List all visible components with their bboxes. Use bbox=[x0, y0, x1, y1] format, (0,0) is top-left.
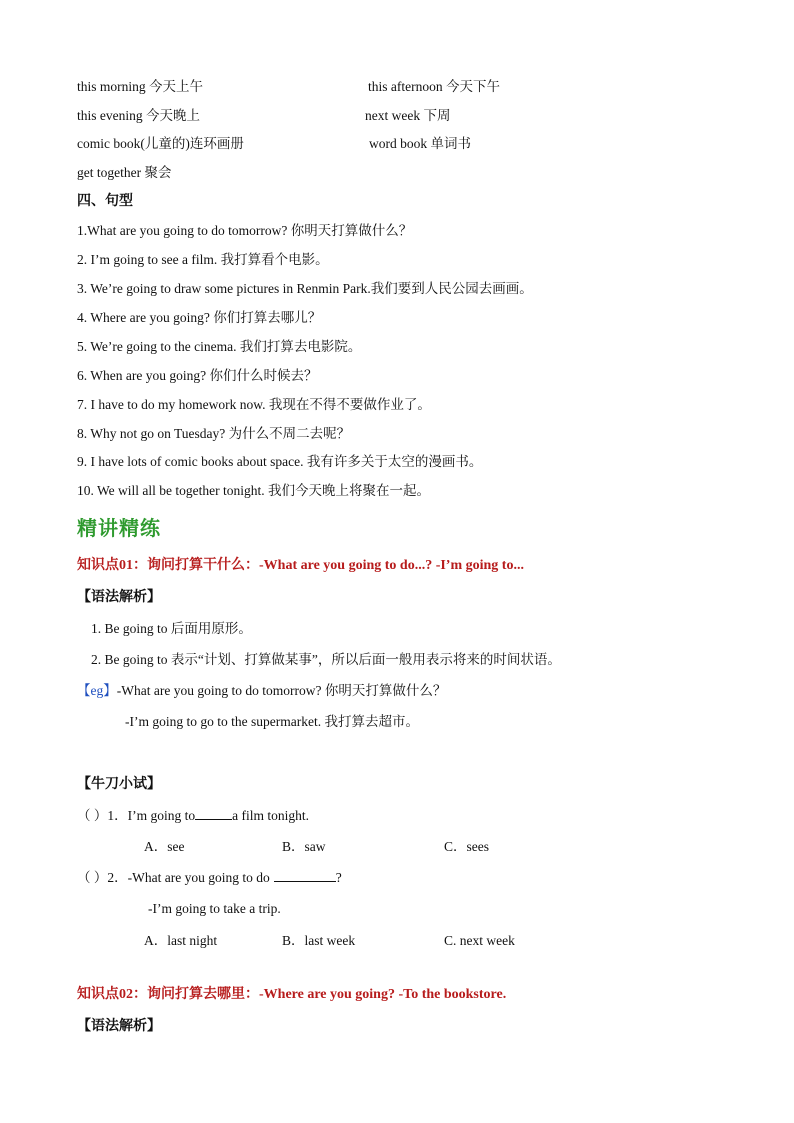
sentence-4: 4. Where are you going? 你们打算去哪儿？ bbox=[77, 310, 322, 325]
q2-blank[interactable] bbox=[274, 869, 336, 882]
vocab-right: next week 下周 bbox=[365, 108, 451, 123]
section-title: 四、句型 bbox=[77, 194, 133, 209]
question-1 bbox=[77, 807, 309, 825]
kp1-grammar-label: 【语法解析】 bbox=[77, 590, 161, 605]
sentence-6: 6. When are you going? 你们什么时候去？ bbox=[77, 368, 318, 383]
q1-blank[interactable] bbox=[195, 807, 232, 820]
q1-suffix: a film tonight. bbox=[232, 808, 309, 823]
eg-label: 【eg】 bbox=[77, 683, 117, 698]
sentence-10: 10. We will all be together tonight. 我们今天晚上将聚在一起。 bbox=[77, 483, 431, 498]
q2-suffix: ? bbox=[335, 870, 342, 885]
q2-option-a[interactable]: A．last night bbox=[144, 933, 218, 948]
vocab-row-4 bbox=[77, 164, 171, 182]
q2-prefix: （ ）2．-What are you going to do bbox=[77, 870, 270, 885]
vocab-left: this evening 今天晚上 bbox=[77, 108, 200, 123]
kp2-title: 知识点02：询问打算去哪里：-Where are you going? -To the bookstore. bbox=[77, 987, 507, 1002]
sentence-7: 7. I have to do my homework now. 我现在不得不要做作业了。 bbox=[77, 397, 431, 412]
vocab-row-3 bbox=[77, 135, 471, 153]
kp1-point-1: 1. Be going to 后面用原形。 bbox=[91, 621, 252, 636]
q1-options bbox=[144, 838, 489, 856]
practice-heading: 精讲精练 bbox=[77, 516, 161, 540]
q2-option-b[interactable]: B．last week bbox=[282, 933, 356, 948]
sentence-1: 1.What are you going to do tomorrow? 你明天打算做什么？ bbox=[77, 223, 413, 238]
vocab-row-1 bbox=[77, 78, 500, 96]
vocab-row-2 bbox=[77, 107, 451, 125]
kp1-eg-line-2: -I’m going to go to the supermarket. 我打算去超市。 bbox=[125, 714, 419, 729]
q1-option-c[interactable]: C．sees bbox=[444, 839, 489, 854]
question-2 bbox=[77, 869, 342, 887]
q2-options bbox=[144, 932, 515, 950]
quiz-label: 【牛刀小试】 bbox=[77, 777, 161, 792]
sentence-8: 8. Why not go on Tuesday? 为什么不周二去呢？ bbox=[77, 426, 351, 441]
kp2-grammar-label: 【语法解析】 bbox=[77, 1019, 161, 1034]
vocab-left: get together 聚会 bbox=[77, 165, 172, 180]
sentence-9: 9. I have lots of comic books about space. 我有许多关于太空的漫画书。 bbox=[77, 454, 483, 469]
sentence-3: 3. We’re going to draw some pictures in Renmin Park.我们要到人民公园去画画。 bbox=[77, 281, 533, 296]
vocab-right: this afternoon 今天下午 bbox=[368, 79, 500, 94]
q1-option-a[interactable]: A．see bbox=[144, 839, 185, 854]
q1-prefix: （ ）1．I’m going to bbox=[77, 808, 196, 823]
vocab-left: this morning 今天上午 bbox=[77, 79, 204, 94]
sentence-2: 2. I’m going to see a film. 我打算看个电影。 bbox=[77, 252, 329, 267]
kp1-eg-line-1 bbox=[77, 682, 446, 700]
sentence-5: 5. We’re going to the cinema. 我们打算去电影院。 bbox=[77, 339, 362, 354]
q1-option-b[interactable]: B．saw bbox=[282, 839, 326, 854]
kp1-point-2: 2. Be going to 表示“计划、打算做某事”，所以后面一般用表示将来的时间状语。 bbox=[91, 652, 561, 667]
kp1-title: 知识点01：询问打算干什么：-What are you going to do...? -I’m going to... bbox=[77, 558, 524, 573]
q2-line-2: -I’m going to take a trip. bbox=[148, 901, 281, 916]
vocab-right: word book 单词书 bbox=[369, 136, 471, 151]
eg-text-1: -What are you going to do tomorrow? 你明天打算做什么？ bbox=[116, 683, 447, 698]
q2-option-c[interactable]: C. next week bbox=[444, 933, 515, 948]
vocab-left: comic book(儿童的)连环画册 bbox=[77, 136, 244, 151]
